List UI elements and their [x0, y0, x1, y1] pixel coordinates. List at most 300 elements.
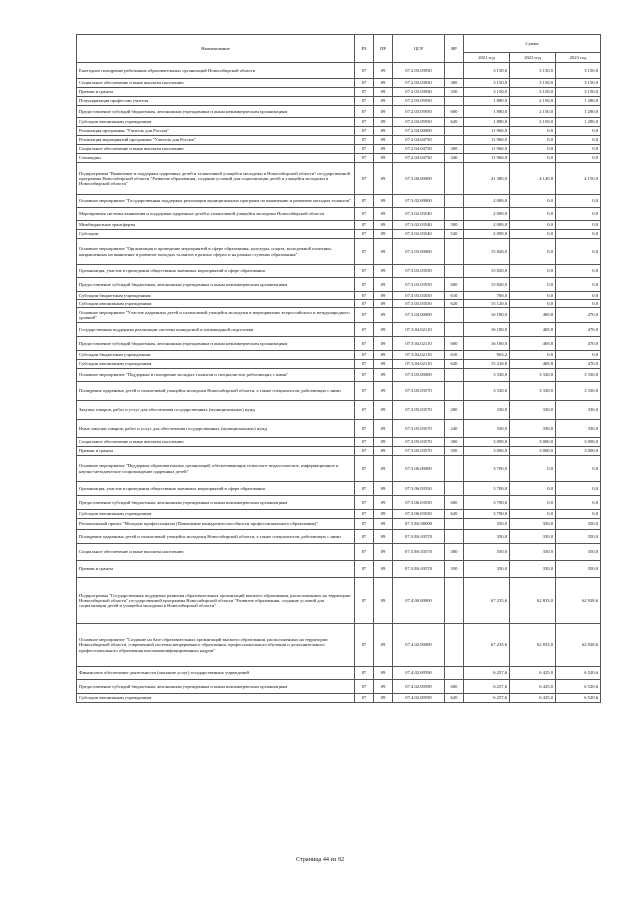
row-amount-2022: 0,0 [510, 208, 556, 221]
row-amount-2023: 62 928,6 [556, 578, 601, 624]
row-amount-2021: 963,2 [464, 351, 510, 360]
row-csr: 07.3.05.03570 [393, 438, 445, 447]
table-row [77, 323, 601, 337]
row-amount-2021: 11 960,0 [464, 136, 510, 145]
row-name: Социальное обеспечение и иные выплаты населению [77, 438, 355, 447]
row-amount-2022: 3 150,0 [510, 88, 556, 97]
row-vr [445, 323, 464, 337]
row-csr: 07.2.04.04750 [393, 136, 445, 145]
row-pr: 09 [374, 106, 393, 118]
row-amount-2021: 3 700,0 [464, 456, 510, 482]
row-vr: 200 [445, 401, 464, 420]
row-vr [445, 239, 464, 265]
table-body [77, 63, 601, 703]
row-csr: 07.3.05.03570 [393, 401, 445, 420]
row-csr: 07.3.04.02110 [393, 360, 445, 369]
row-rz: 07 [355, 221, 374, 230]
row-amount-2022: 0,0 [510, 278, 556, 292]
row-amount-2022: 0,0 [510, 300, 556, 308]
row-vr: 610 [445, 292, 464, 300]
table-row [77, 79, 601, 88]
table-row [77, 97, 601, 106]
row-rz: 07 [355, 106, 374, 118]
row-amount-2021: 2 000,0 [464, 221, 510, 230]
row-pr: 09 [374, 265, 393, 278]
row-amount-2021: 2 000,0 [464, 230, 510, 239]
row-amount-2023: 0,0 [556, 195, 601, 208]
row-csr: 07.2.04.00000 [393, 127, 445, 136]
table-row [77, 482, 601, 496]
row-amount-2021: 15 820,0 [464, 239, 510, 265]
row-vr: 600 [445, 337, 464, 351]
row-amount-2023: 330,0 [556, 420, 601, 438]
row-csr: 07.4.02.00590 [393, 680, 445, 694]
row-rz: 07 [355, 519, 374, 530]
row-pr: 09 [374, 519, 393, 530]
row-vr: 600 [445, 106, 464, 118]
table-row [77, 88, 601, 97]
row-name: Государственная поддержка реализации системы конкурсной и олимпиадной подготовки [77, 323, 355, 337]
row-amount-2022: 2 150,0 [510, 106, 556, 118]
row-pr: 09 [374, 208, 393, 221]
row-amount-2021: 700,0 [464, 292, 510, 300]
row-vr: 600 [445, 496, 464, 510]
row-vr [445, 456, 464, 482]
row-pr: 09 [374, 351, 393, 360]
row-amount-2023: 3 330,0 [556, 369, 601, 382]
row-amount-2022: 0,0 [510, 510, 556, 519]
row-rz: 07 [355, 154, 374, 163]
row-amount-2023: 0,0 [556, 154, 601, 163]
row-csr: 07.3.06.03550 [393, 482, 445, 496]
row-amount-2021: 1 880,0 [464, 106, 510, 118]
row-csr: 07.3.04.02110 [393, 323, 445, 337]
row-amount-2022: 3 000,0 [510, 447, 556, 456]
row-amount-2023: 62 928,6 [556, 624, 601, 667]
row-amount-2022: 0,0 [510, 127, 556, 136]
row-vr: 620 [445, 360, 464, 369]
row-pr: 09 [374, 456, 393, 482]
row-vr: 610 [445, 351, 464, 360]
row-amount-2021: 67 235,6 [464, 578, 510, 624]
row-amount-2022: 0,0 [510, 265, 556, 278]
row-amount-2021: 3 330,0 [464, 382, 510, 401]
row-name: Популяризация профессии учителя [77, 97, 355, 106]
row-csr: 07.3.03.03550 [393, 292, 445, 300]
row-csr: 07.4.02.00590 [393, 667, 445, 680]
row-rz: 07 [355, 337, 374, 351]
row-amount-2021: 6 257,6 [464, 667, 510, 680]
row-csr: 07.4.02.00000 [393, 624, 445, 667]
row-amount-2023: 0,0 [556, 278, 601, 292]
table-row [77, 278, 601, 292]
row-amount-2022: 469,8 [510, 337, 556, 351]
row-csr: 07.3.05.03570 [393, 447, 445, 456]
row-rz: 07 [355, 278, 374, 292]
row-rz: 07 [355, 195, 374, 208]
row-pr: 09 [374, 221, 393, 230]
table-row [77, 438, 601, 447]
row-amount-2023: 1 280,0 [556, 118, 601, 127]
row-amount-2021: 3 000,0 [464, 447, 510, 456]
row-pr: 09 [374, 154, 393, 163]
row-amount-2023: 0,0 [556, 230, 601, 239]
row-rz: 07 [355, 292, 374, 300]
table-row [77, 300, 601, 308]
row-csr: 07.3.06.03550 [393, 496, 445, 510]
header-year-2022: 2022 год [510, 53, 556, 63]
row-csr: 07.3.04.02110 [393, 337, 445, 351]
row-pr: 09 [374, 323, 393, 337]
row-vr [445, 208, 464, 221]
row-name: Подпрограмма "Государственная поддержка развития образовательных организаций высшего образования, расположенных на территории Новосибирской области" государственной программы Новосибирской области "Развитие образования, создание условий для социализации детей и учащейся молодежи в Новосибирской области" [77, 578, 355, 624]
row-name: Социальное обеспечение и иные выплаты населению [77, 79, 355, 88]
row-amount-2023: 1 280,0 [556, 97, 601, 106]
row-amount-2021: 41 380,0 [464, 163, 510, 195]
row-amount-2022: 0,0 [510, 456, 556, 482]
row-pr: 09 [374, 382, 393, 401]
row-amount-2021: 16 180,0 [464, 323, 510, 337]
row-rz: 07 [355, 447, 374, 456]
row-pr: 09 [374, 88, 393, 97]
row-csr: 07.3.03.03550 [393, 278, 445, 292]
table-row [77, 694, 601, 703]
table-row [77, 578, 601, 624]
row-pr: 09 [374, 401, 393, 420]
row-amount-2021: 16 180,0 [464, 337, 510, 351]
row-amount-2021: 15 820,0 [464, 278, 510, 292]
row-name: Организация, участие в проведении общественно значимых мероприятий в сфере образования [77, 265, 355, 278]
row-vr: 600 [445, 278, 464, 292]
row-pr: 09 [374, 145, 393, 154]
row-amount-2023: 4 150,0 [556, 163, 601, 195]
row-amount-2021: 3 150,0 [464, 88, 510, 97]
row-name: Социальное обеспечение и иные выплаты населению [77, 145, 355, 154]
row-name: Закупка товаров, работ и услуг для обеспечения государственных (муниципальных) нужд [77, 401, 355, 420]
row-csr: 07.3.03.03550 [393, 300, 445, 308]
row-amount-2022: 330,0 [510, 420, 556, 438]
row-rz: 07 [355, 694, 374, 703]
row-name: Предоставление субсидий бюджетным, автономным учреждениям и иным некоммерческим организациям [77, 337, 355, 351]
row-csr: 07.2.04.04750 [393, 145, 445, 154]
row-vr [445, 530, 464, 544]
row-amount-2021: 6 257,6 [464, 694, 510, 703]
row-name: Подпрограмма "Выявление и поддержка одаренных детей и талантливой учащейся молодежи в Новосибирской области" государственной программы Новосибирской области "Развитие образования, создание условий для социализации детей и учащейся молодежи в Новосибирской области" [77, 163, 355, 195]
row-amount-2023: 0,0 [556, 145, 601, 154]
row-name: Субсидии автономным учреждениям [77, 694, 355, 703]
row-name: Основное мероприятие "Участие одаренных детей и талантливой учащейся молодежи в мероприятиях всероссийского и международного уровней" [77, 308, 355, 323]
table-row [77, 230, 601, 239]
table-row [77, 163, 601, 195]
table-row [77, 360, 601, 369]
row-rz: 07 [355, 145, 374, 154]
row-name: Социальное обеспечение и иные выплаты населению [77, 544, 355, 561]
row-rz: 07 [355, 578, 374, 624]
row-name: Основное мероприятие "Поддержка образовательных организаций, обеспечивающих психолого-педагогическое, информационное и научно-методическое сопровождение одаренных детей" [77, 456, 355, 482]
row-csr: 07.3.E6.00000 [393, 519, 445, 530]
row-pr: 09 [374, 510, 393, 519]
table-row [77, 519, 601, 530]
row-vr [445, 163, 464, 195]
row-rz: 07 [355, 208, 374, 221]
row-name: Основное мероприятие "Поддержка и поощрение молодых талантов и специалистов, работающих с ними" [77, 369, 355, 382]
row-amount-2021: 1 880,0 [464, 118, 510, 127]
page-number: Страница 44 из 92 [295, 856, 345, 863]
row-pr: 09 [374, 97, 393, 106]
row-amount-2022: 0,0 [510, 482, 556, 496]
row-amount-2022: 0,0 [510, 154, 556, 163]
row-amount-2022: 0,0 [510, 496, 556, 510]
row-amount-2021: 1 880,0 [464, 97, 510, 106]
row-csr: 07.2.03.05930 [393, 97, 445, 106]
row-vr [445, 624, 464, 667]
row-amount-2023: 0,0 [556, 221, 601, 230]
row-name: Основное мероприятие "Государственная поддержка реализации муниципальных программ по выявлению и развитию молодых талантов" [77, 195, 355, 208]
row-csr: 07.3.02.03540 [393, 230, 445, 239]
row-rz: 07 [355, 136, 374, 145]
row-amount-2022: 0,0 [510, 239, 556, 265]
row-amount-2021: 350,0 [464, 561, 510, 578]
row-rz: 07 [355, 561, 374, 578]
row-amount-2022: 350,0 [510, 519, 556, 530]
row-name: Премии и гранты [77, 561, 355, 578]
table-row [77, 561, 601, 578]
row-amount-2023: 1 280,0 [556, 106, 601, 118]
table-row [77, 624, 601, 667]
row-vr [445, 195, 464, 208]
row-pr: 09 [374, 369, 393, 382]
row-amount-2022: 4 149,8 [510, 163, 556, 195]
row-vr [445, 667, 464, 680]
row-rz: 07 [355, 88, 374, 97]
row-pr: 09 [374, 337, 393, 351]
row-amount-2023: 6 520,6 [556, 680, 601, 694]
row-amount-2023: 3 150,0 [556, 63, 601, 79]
row-amount-2022: 350,0 [510, 530, 556, 544]
row-rz: 07 [355, 369, 374, 382]
row-pr: 09 [374, 680, 393, 694]
row-amount-2023: 0,0 [556, 265, 601, 278]
row-amount-2021: 15 216,8 [464, 360, 510, 369]
row-amount-2023: 0,0 [556, 239, 601, 265]
row-amount-2023: 0,0 [556, 208, 601, 221]
row-amount-2022: 0,0 [510, 230, 556, 239]
row-name: Предоставление субсидий бюджетным, автономным учреждениям и иным некоммерческим организациям [77, 680, 355, 694]
table-row [77, 382, 601, 401]
row-amount-2022: 350,0 [510, 544, 556, 561]
row-csr: 07.2.04.04750 [393, 154, 445, 163]
row-amount-2023: 6 520,6 [556, 667, 601, 680]
row-amount-2022: 6 425,0 [510, 694, 556, 703]
row-name: Основное мероприятие "Создание на базе образовательных организаций высшего образования, расположенных на территории Новосибирской области, современной системы непрерывного образования, профессионального обучения и дополнительного профессионального образования высококвалифицированных кадров" [77, 624, 355, 667]
row-amount-2023: 0,0 [556, 456, 601, 482]
row-pr: 09 [374, 195, 393, 208]
row-vr: 240 [445, 420, 464, 438]
row-amount-2023: 3 150,0 [556, 79, 601, 88]
header-year-2023: 2023 год [556, 53, 601, 63]
row-amount-2021: 15 120,0 [464, 300, 510, 308]
row-vr: 300 [445, 79, 464, 88]
row-vr [445, 578, 464, 624]
row-amount-2022: 0,0 [510, 145, 556, 154]
row-amount-2022: 2 150,0 [510, 118, 556, 127]
row-pr: 09 [374, 127, 393, 136]
row-csr: 07.3.02.03540 [393, 221, 445, 230]
row-pr: 09 [374, 561, 393, 578]
table-row [77, 447, 601, 456]
row-amount-2023: 470,0 [556, 337, 601, 351]
row-vr: 350 [445, 447, 464, 456]
row-csr: 07.3.05.03570 [393, 382, 445, 401]
table-row [77, 127, 601, 136]
table-row [77, 221, 601, 230]
row-csr: 07.3.E6.03570 [393, 561, 445, 578]
row-csr: 07.3.04.00000 [393, 308, 445, 323]
row-amount-2022: 62 833,0 [510, 624, 556, 667]
row-amount-2021: 3 150,0 [464, 79, 510, 88]
table-row [77, 544, 601, 561]
row-vr [445, 382, 464, 401]
row-pr: 09 [374, 667, 393, 680]
row-name: Поощрение одаренных детей и талантливой учащейся молодежи Новосибирской области, а также специалистов, работающих с ними [77, 530, 355, 544]
row-rz: 07 [355, 97, 374, 106]
row-name: Субсидии автономным учреждениям [77, 300, 355, 308]
row-vr: 620 [445, 300, 464, 308]
row-pr: 09 [374, 163, 393, 195]
table-row [77, 369, 601, 382]
row-name: Субсидии бюджетным учреждениям [77, 292, 355, 300]
row-pr: 09 [374, 530, 393, 544]
row-rz: 07 [355, 456, 374, 482]
row-vr [445, 136, 464, 145]
row-rz: 07 [355, 510, 374, 519]
row-amount-2023: 350,0 [556, 530, 601, 544]
row-csr: 07.3.05.00000 [393, 369, 445, 382]
row-name: Мероприятия системы выявления и поддержки одаренных детей и талантливой учащейся молодежи Новосибирской области [77, 208, 355, 221]
table-row [77, 456, 601, 482]
row-pr: 09 [374, 482, 393, 496]
table-row [77, 337, 601, 351]
row-amount-2022: 0,0 [510, 351, 556, 360]
row-vr: 300 [445, 544, 464, 561]
row-name: Иные закупки товаров, работ и услуг для обеспечения государственных (муниципальных) нужд [77, 420, 355, 438]
row-vr [445, 97, 464, 106]
row-amount-2023: 6 520,6 [556, 694, 601, 703]
row-amount-2023: 0,0 [556, 292, 601, 300]
row-amount-2021: 3 000,0 [464, 438, 510, 447]
row-pr: 09 [374, 63, 393, 79]
table-header [77, 35, 601, 63]
row-amount-2021: 330,0 [464, 401, 510, 420]
row-csr: 07.4.00.00000 [393, 578, 445, 624]
row-pr: 09 [374, 308, 393, 323]
row-amount-2022: 3 330,0 [510, 382, 556, 401]
row-vr: 520 [445, 230, 464, 239]
row-amount-2021: 11 960,0 [464, 127, 510, 136]
row-amount-2021: 3 700,0 [464, 482, 510, 496]
row-name: Субсидии автономным учреждениям [77, 510, 355, 519]
row-pr: 09 [374, 239, 393, 265]
row-vr: 620 [445, 510, 464, 519]
row-amount-2022: 6 425,0 [510, 680, 556, 694]
row-amount-2021: 350,0 [464, 544, 510, 561]
row-amount-2021: 67 235,6 [464, 624, 510, 667]
table-row [77, 667, 601, 680]
row-amount-2023: 470,0 [556, 308, 601, 323]
row-amount-2022: 3 000,0 [510, 438, 556, 447]
row-name: Ежегодное поощрение работников образовательных организаций Новосибирской области [77, 63, 355, 79]
row-amount-2023: 3 330,0 [556, 382, 601, 401]
row-amount-2023: 350,0 [556, 561, 601, 578]
row-rz: 07 [355, 300, 374, 308]
row-amount-2021: 3 150,0 [464, 63, 510, 79]
row-amount-2023: 330,0 [556, 401, 601, 420]
row-amount-2023: 0,0 [556, 496, 601, 510]
row-amount-2023: 470,0 [556, 360, 601, 369]
row-pr: 09 [374, 438, 393, 447]
row-amount-2022: 3 330,0 [510, 369, 556, 382]
row-rz: 07 [355, 530, 374, 544]
row-rz: 07 [355, 265, 374, 278]
row-vr: 620 [445, 118, 464, 127]
row-name: Субсидии автономным учреждениям [77, 118, 355, 127]
row-amount-2022: 3 150,0 [510, 79, 556, 88]
row-rz: 07 [355, 351, 374, 360]
header-rz: РЗ [355, 35, 374, 63]
table-row [77, 195, 601, 208]
row-amount-2021: 11 960,0 [464, 154, 510, 163]
row-rz: 07 [355, 308, 374, 323]
row-name: Региональный проект "Молодые профессионалы (Повышение конкурентоспособности профессионального образования)" [77, 519, 355, 530]
table-row [77, 401, 601, 420]
row-name: Межбюджетные трансферты [77, 221, 355, 230]
row-pr: 09 [374, 544, 393, 561]
row-vr: 600 [445, 680, 464, 694]
header-vr: ВР [445, 35, 464, 63]
table-row [77, 308, 601, 323]
budget-table [76, 34, 601, 703]
row-vr: 350 [445, 561, 464, 578]
row-amount-2021: 15 820,0 [464, 265, 510, 278]
row-csr: 07.3.03.03550 [393, 265, 445, 278]
row-amount-2021: 11 960,0 [464, 145, 510, 154]
row-amount-2021: 3 700,0 [464, 510, 510, 519]
row-name: Субсидии автономным учреждениям [77, 360, 355, 369]
header-sum: Сумма [464, 35, 601, 53]
row-amount-2023: 0,0 [556, 300, 601, 308]
row-csr: 07.3.E6.03570 [393, 544, 445, 561]
row-csr: 07.3.E6.03570 [393, 530, 445, 544]
row-pr: 09 [374, 118, 393, 127]
row-rz: 07 [355, 63, 374, 79]
row-pr: 09 [374, 496, 393, 510]
row-rz: 07 [355, 544, 374, 561]
row-rz: 07 [355, 360, 374, 369]
row-rz: 07 [355, 382, 374, 401]
row-vr [445, 265, 464, 278]
row-amount-2023: 0,0 [556, 482, 601, 496]
row-amount-2022: 6 425,0 [510, 667, 556, 680]
row-pr: 09 [374, 360, 393, 369]
row-name: Реализация программы "Учитель для России" [77, 127, 355, 136]
row-name: Стипендии [77, 154, 355, 163]
row-amount-2023: 470,0 [556, 323, 601, 337]
row-rz: 07 [355, 496, 374, 510]
row-rz: 07 [355, 230, 374, 239]
row-amount-2022: 0,0 [510, 292, 556, 300]
row-vr [445, 482, 464, 496]
table-row [77, 496, 601, 510]
